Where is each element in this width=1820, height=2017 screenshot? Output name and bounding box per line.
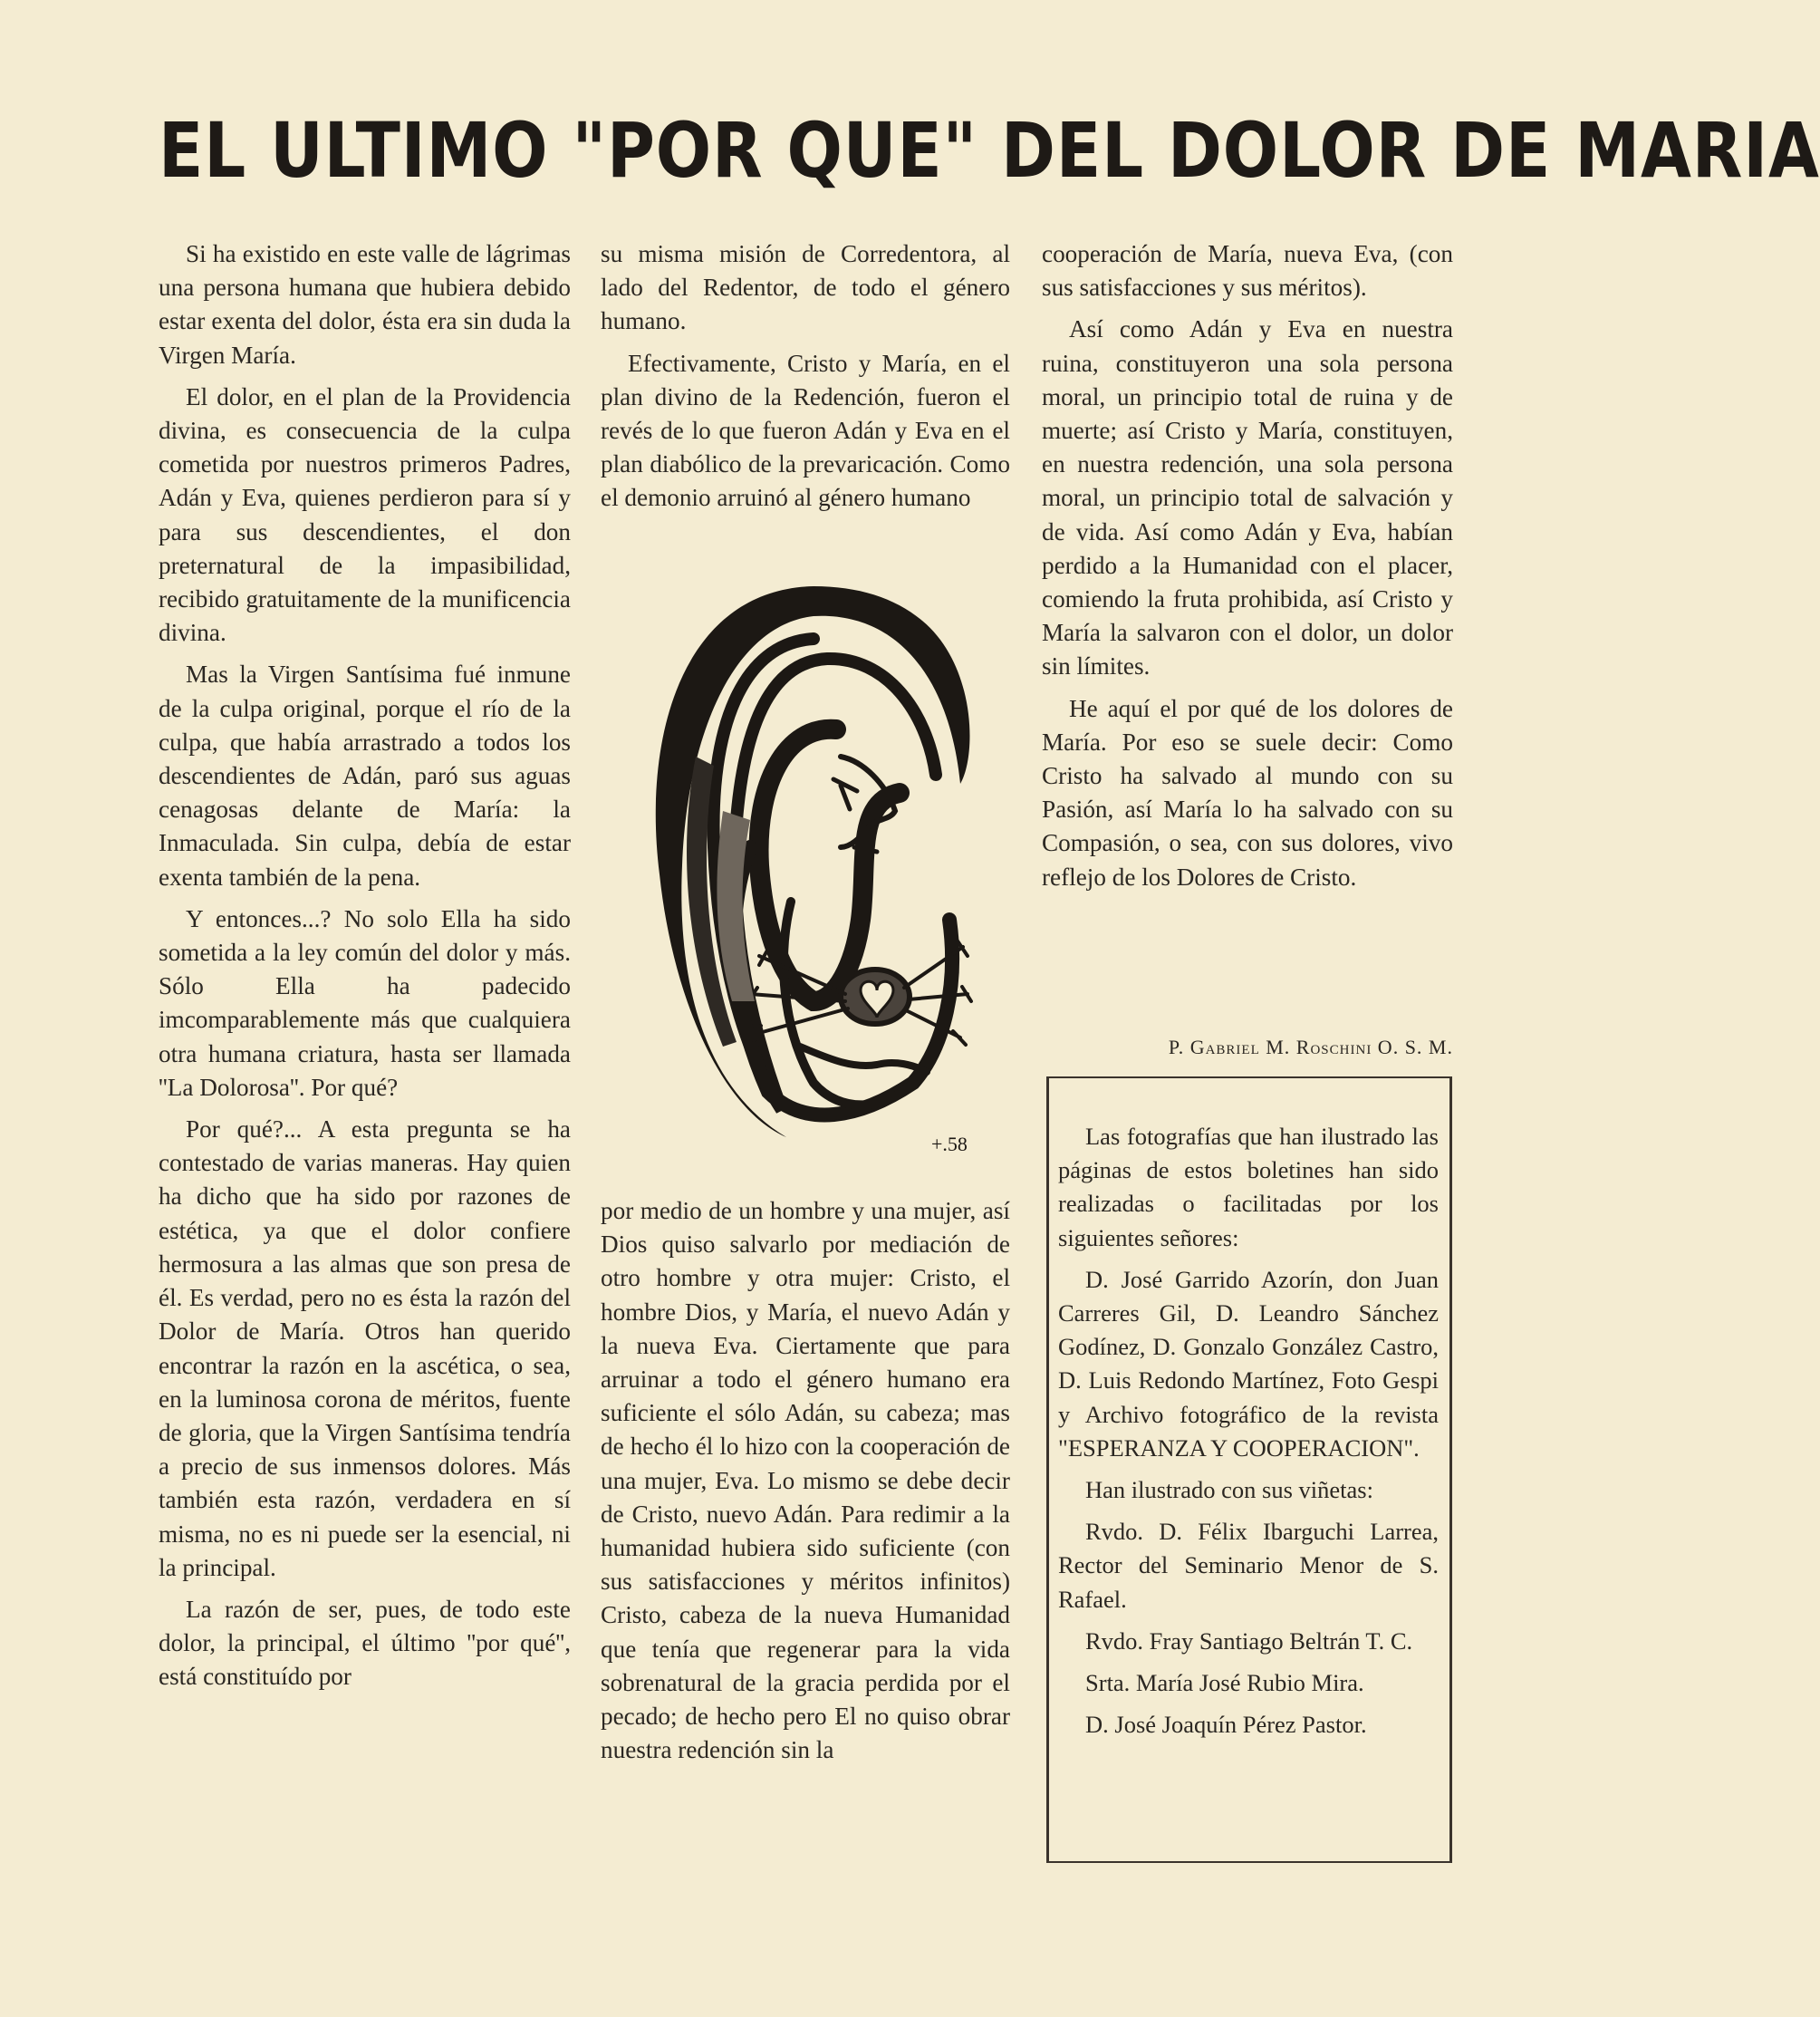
credits-paragraph: Han ilustrado con sus viñetas: — [1085, 1476, 1373, 1504]
paragraph: Efectivamente, Cristo y María, en el plan divino de la Redención, fueron el revés de lo que fueron Adán y Eva en el plan diabólico de la prevaricación. Como el demonio arruinó al género humano — [601, 349, 1010, 512]
paragraph: La razón de ser, pues, de todo este dolor, la principal, el último ''por qué'', está constituído por — [159, 1595, 571, 1691]
credits-paragraph: Rvdo. D. Félix Ibarguchi Larrea, Rector del Seminario Menor de S. Rafael. — [1058, 1518, 1439, 1613]
author-signature: P. Gabriel M. Roschini O. S. M. — [1168, 1036, 1453, 1058]
credits-paragraph: Rvdo. Fray Santiago Beltrán T. C. — [1085, 1626, 1413, 1655]
arm — [800, 1047, 927, 1072]
paragraph: He aquí el por qué de los dolores de María. Por eso se suele decir: Como Cristo ha salvado al mundo con su Pasión, así María lo ha salvado con su Compasión, o sea, con sus dolores, vivo reflejo de los Dolores de Cristo. — [1042, 694, 1453, 891]
illustration-signature: +.58 — [931, 1133, 968, 1155]
paragraph: por medio de un hombre y una mujer, así Dios quiso salvarlo por mediación de otro hombre y otra mujer: Cristo, el hombre Dios, y María, el nuevo Adán y la nueva Eva. Ciertamente que para arruinar a todo el género humano era suficiente el sólo Adán, su cabeza; mas de hecho él lo hizo con la cooperación de una mujer, Eva. Lo mismo se debe decir de Cristo, nuevo Adán. Para redimir a la humanidad hubiera sido suficiente (con sus satisfacciones y méritos infinitos) Cristo, cabeza de la nueva Humanidad que tenía que regenerar para la vida sobrenatural de la gracia perdida por el pecado; de hecho pero El no quiso obrar nuestra redención sin la — [601, 1197, 1010, 1764]
paragraph: cooperación de María, nueva Eva, (con sus satisfacciones y sus méritos). — [1042, 240, 1453, 302]
column-2-bottom — [601, 1194, 1010, 1775]
paragraph: Y entonces...? No solo Ella ha sido sometida a la ley común del dolor y más. Sólo Ella ha padecido imcomparablemente más que cualquiera otra humana criatura, hasta ser llamada ''La Dolorosa''. Por qué? — [159, 904, 571, 1101]
paragraph: Por qué?... A esta pregunta se ha contestado de varias maneras. Hay quien ha dicho que ha sido por razones de estética, ya que el dolor confiere hermosura a las almas que son presa de él. Es verdad, pero no es ésta la razón del Dolor de María. Otros han querido encontrar la razón en la ascética, o sea, en la luminosa corona de méritos, fuente de gloria, que la Virgen Santísima tendría a precio de sus inmensos dolores. Más también esta razón, verdadera en sí misma, no es ni puede ser la esencial, ni la principal. — [159, 1115, 571, 1581]
article-title: EL ULTIMO "POR QUE" DEL DOLOR DE MARIA — [159, 106, 1820, 195]
credits-box-text — [1058, 1120, 1439, 1750]
credits-paragraph: Las fotografías que han ilustrado las páginas de estos boletines han sido realizadas o facilitadas por los siguientes señores: — [1058, 1123, 1439, 1251]
column-1 — [159, 237, 571, 1703]
paragraph: El dolor, en el plan de la Providencia divina, es consecuencia de la culpa cometida por nuestros primeros Padres, Adán y Eva, quienes perdieron para sí y para sus descendientes, el don preternatural de la impasibilidad, recibido gratuitamente de la munificencia divina. — [159, 382, 571, 647]
column-2-top — [601, 237, 1010, 524]
paragraph: Así como Adán y Eva en nuestra ruina, constituyeron una sola persona moral, un principio total de ruina y de muerte; así Cristo y María, constituyen, en nuestra redención, una sola persona moral, un principio total de salvación y de vida. Así como Adán y Eva, habían perdido a la Humanidad con el placer, comiendo la fruta prohibida, así Cristo y María la salvaron con el dolor, un dolor sin límites. — [1042, 315, 1453, 680]
paragraph: Si ha existido en este valle de lágrimas una persona humana que hubiera debido estar exenta del dolor, ésta era sin duda la Virgen María. — [159, 240, 571, 369]
paragraph: su misma misión de Corredentora, al lado del Redentor, de todo el género humano. — [601, 240, 1010, 335]
eye — [833, 779, 857, 809]
virgin-mary-illustration — [623, 575, 1004, 1164]
paragraph: Mas la Virgen Santísima fué inmune de la culpa original, porque el río de la culpa, que había arrastrado a todos los descendientes de Adán, paró sus aguas cenagosas delante de María: la Inmaculada. Sin culpa, debía de estar exenta también de la pena. — [159, 661, 571, 891]
column-3 — [1042, 237, 1453, 902]
credits-paragraph: D. José Joaquín Pérez Pastor. — [1085, 1711, 1367, 1739]
credits-paragraph: D. José Garrido Azorín, don Juan Carreres Gil, D. Leandro Sánchez Godínez, D. Gonzalo González Castro, D. Luis Redondo Martínez, Foto Gespi y Archivo fotográfico de la revista "ESPERANZA Y COOPERACION". — [1058, 1265, 1439, 1462]
credits-paragraph: Srta. María José Rubio Mira. — [1085, 1669, 1364, 1697]
